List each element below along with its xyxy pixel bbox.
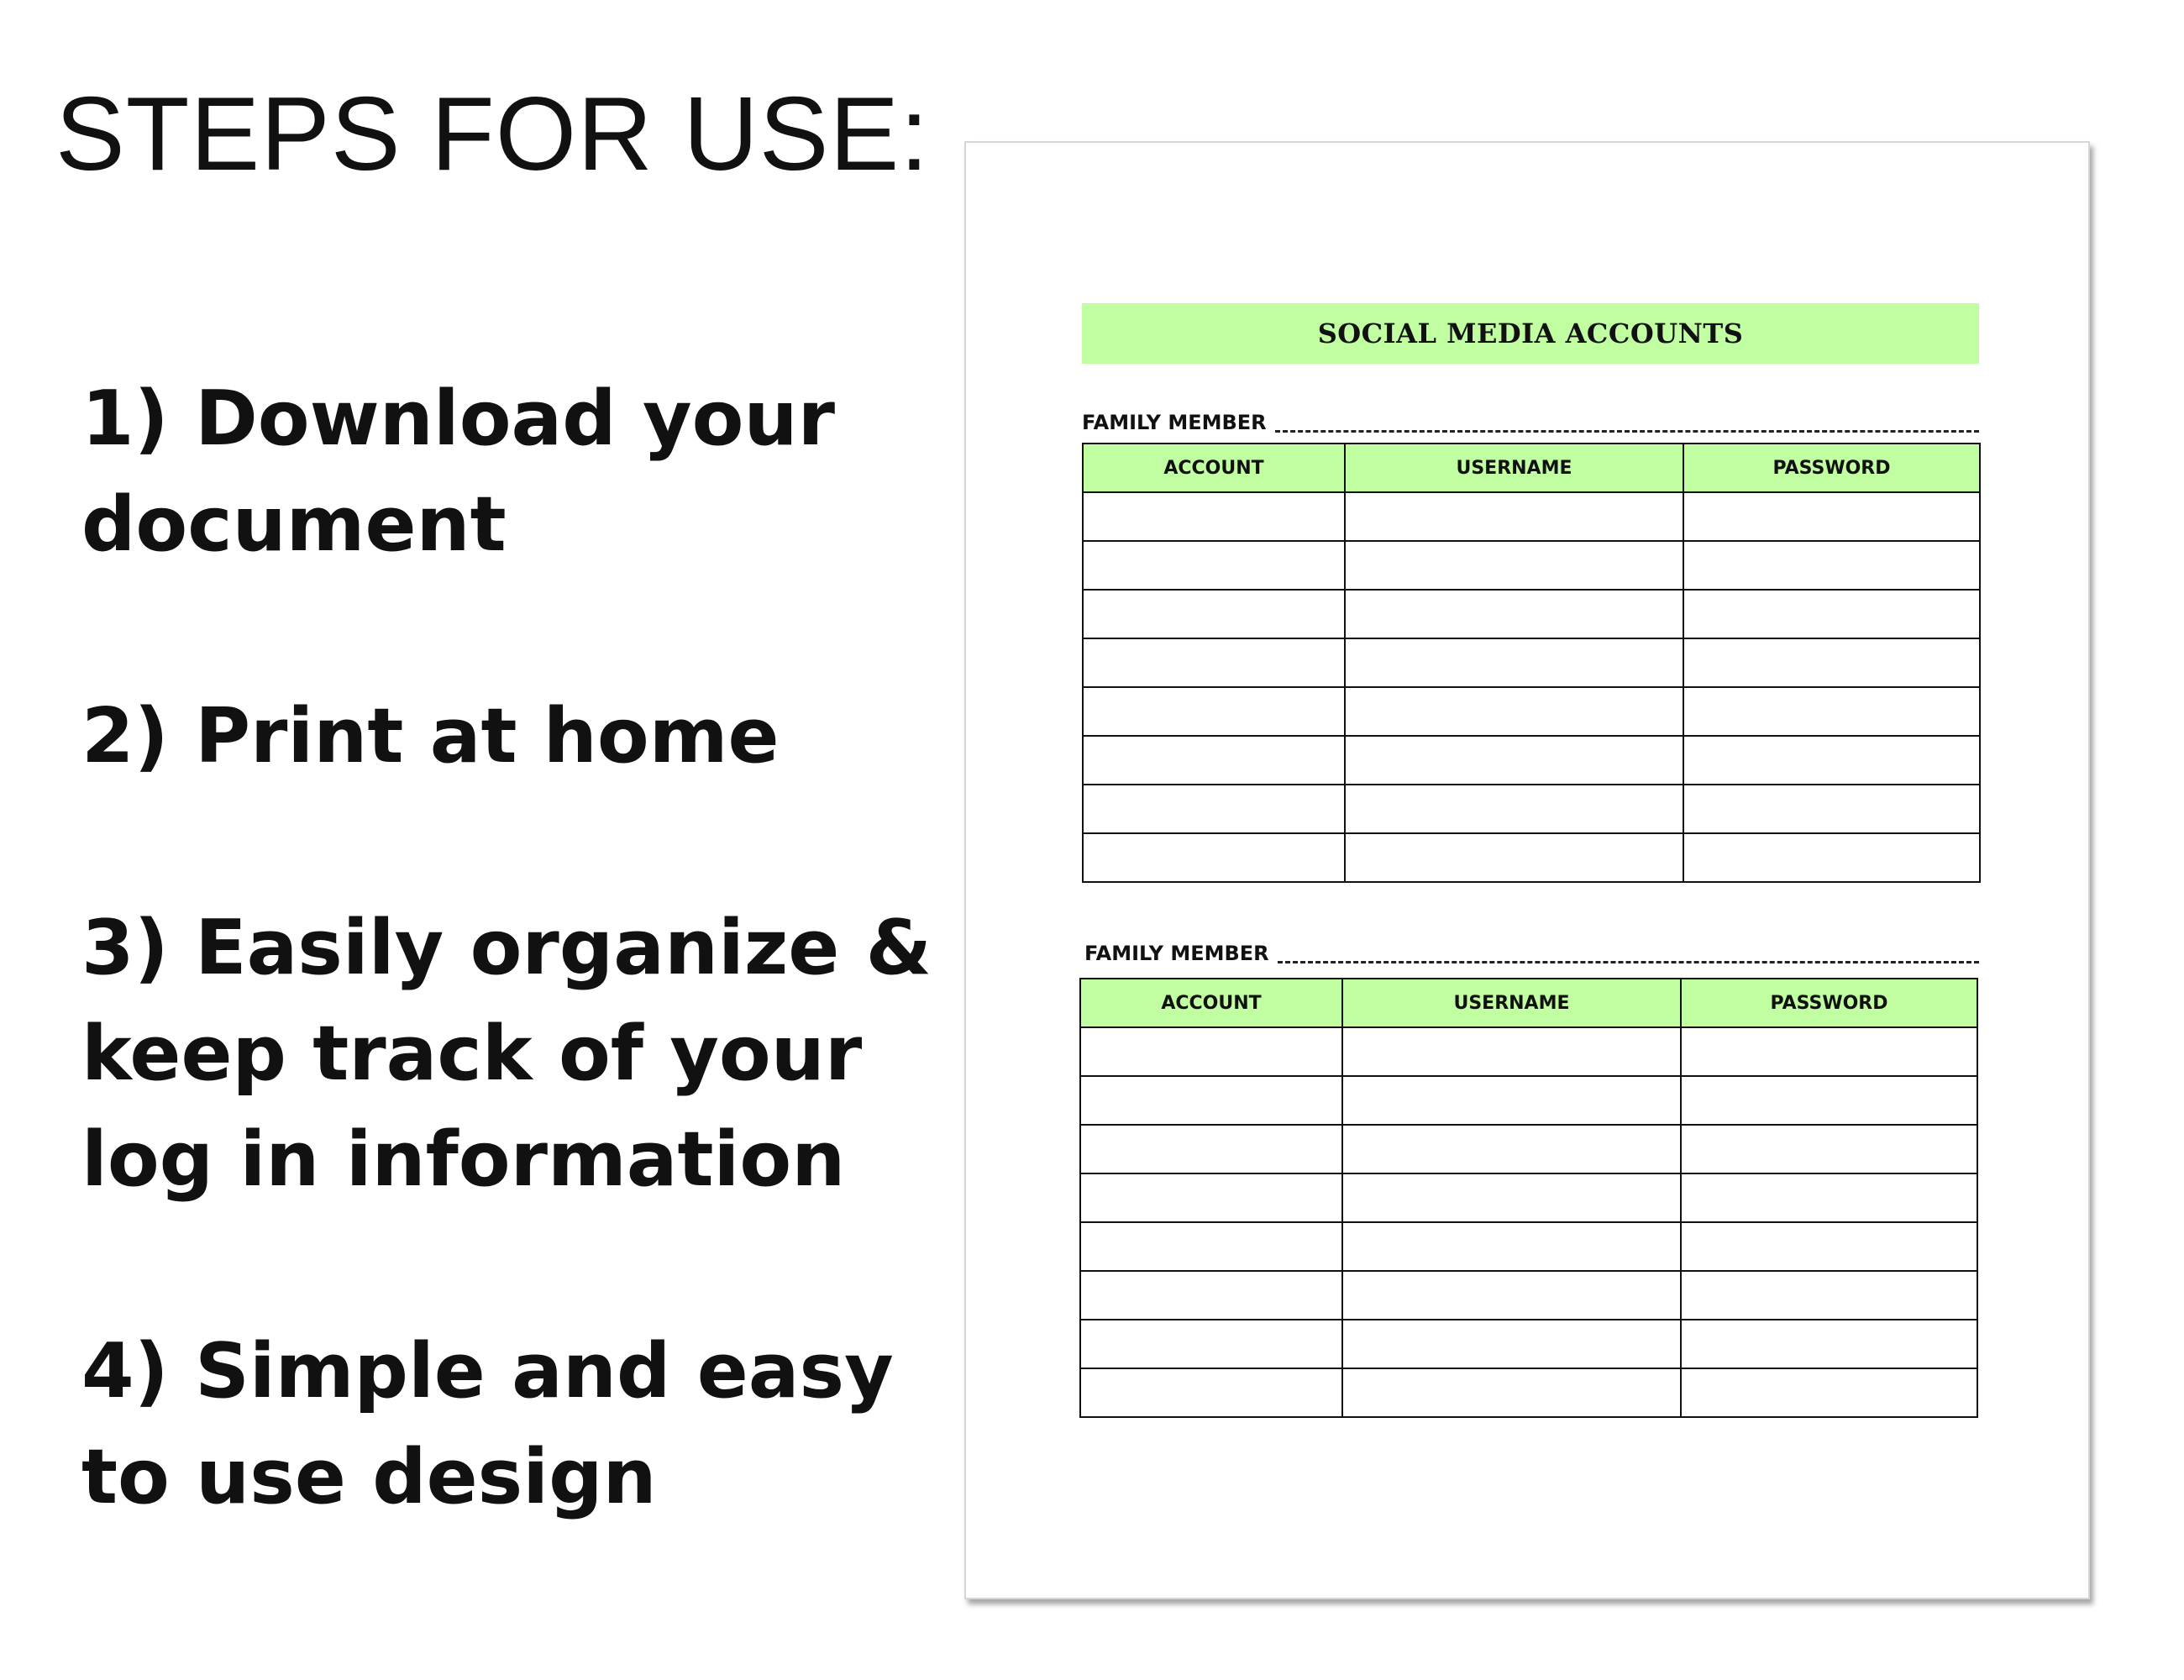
blank-cell-account [1083, 833, 1345, 882]
table-body [1080, 1027, 1977, 1417]
steps-list [81, 366, 932, 1530]
step-text-line: keep track of your [81, 1010, 863, 1098]
family-member-field [1082, 401, 1979, 434]
table-row [1083, 833, 1980, 882]
table-row [1080, 1320, 1977, 1368]
column-header-password: PASSWORD [1681, 979, 1977, 1027]
blank-cell-password [1683, 833, 1980, 882]
blank-cell-account [1083, 541, 1345, 590]
table-row [1083, 590, 1980, 638]
blank-cell-account [1080, 1368, 1342, 1417]
table-row [1083, 687, 1980, 736]
step-text-line: 3) Easily organize & [81, 904, 932, 992]
step-text-line: 2) Print at home [81, 692, 780, 780]
blank-cell-password [1681, 1271, 1977, 1320]
blank-cell-account [1083, 590, 1345, 638]
document-title-banner: SOCIAL MEDIA ACCOUNTS [1082, 303, 1979, 364]
printable-page-preview [964, 141, 2090, 1599]
login-table [1082, 443, 1981, 883]
family-member-write-line [1278, 961, 1979, 963]
blank-cell-account [1080, 1320, 1342, 1368]
family-member-label: FAMILY MEMBER [1084, 942, 1269, 965]
table-row [1080, 1076, 1977, 1125]
family-member-label: FAMILY MEMBER [1082, 411, 1267, 434]
page-heading: STEPS FOR USE: [55, 76, 930, 192]
step-item [81, 366, 921, 578]
blank-cell-account [1080, 1027, 1342, 1076]
blank-cell-username [1342, 1173, 1681, 1222]
blank-cell-username [1345, 638, 1683, 687]
login-table [1079, 978, 1978, 1418]
blank-cell-account [1080, 1173, 1342, 1222]
blank-cell-username [1345, 736, 1683, 785]
step-text-line: to use design [81, 1433, 657, 1521]
column-header-username: USERNAME [1345, 444, 1683, 492]
table-row [1080, 1368, 1977, 1417]
blank-cell-password [1681, 1173, 1977, 1222]
column-header-account: ACCOUNT [1080, 979, 1342, 1027]
column-header-account: ACCOUNT [1083, 444, 1345, 492]
blank-cell-password [1681, 1368, 1977, 1417]
table-row [1083, 638, 1980, 687]
blank-cell-password [1683, 687, 1980, 736]
blank-cell-username [1345, 833, 1683, 882]
step-item [81, 895, 932, 1213]
blank-cell-password [1683, 590, 1980, 638]
step-text-line: log in information [81, 1116, 846, 1204]
table-row [1080, 1173, 1977, 1222]
table-row [1080, 1125, 1977, 1173]
blank-cell-password [1683, 736, 1980, 785]
step-item [81, 1319, 921, 1530]
blank-cell-account [1083, 638, 1345, 687]
blank-cell-password [1681, 1320, 1977, 1368]
table-row [1080, 1027, 1977, 1076]
table-row [1083, 492, 1980, 541]
table-header-row [1083, 444, 1980, 492]
blank-cell-account [1083, 785, 1345, 833]
family-member-write-line [1275, 430, 1979, 433]
table-body [1083, 492, 1980, 882]
blank-cell-password [1683, 785, 1980, 833]
blank-cell-account [1083, 492, 1345, 541]
blank-cell-username [1345, 785, 1683, 833]
blank-cell-password [1681, 1125, 1977, 1173]
blank-cell-username [1342, 1368, 1681, 1417]
table-row [1083, 785, 1980, 833]
blank-cell-username [1345, 541, 1683, 590]
blank-cell-username [1345, 492, 1683, 541]
table-row [1080, 1222, 1977, 1271]
blank-cell-username [1345, 687, 1683, 736]
blank-cell-password [1683, 541, 1980, 590]
step-text-line: 1) Download your [81, 375, 835, 463]
column-header-username: USERNAME [1342, 979, 1681, 1027]
blank-cell-username [1342, 1320, 1681, 1368]
table-row [1083, 736, 1980, 785]
step-item [81, 684, 921, 790]
table-row [1083, 541, 1980, 590]
blank-cell-account [1083, 687, 1345, 736]
table-header-row [1080, 979, 1977, 1027]
blank-cell-username [1342, 1271, 1681, 1320]
blank-cell-account [1080, 1076, 1342, 1125]
blank-cell-password [1681, 1076, 1977, 1125]
blank-cell-account [1080, 1125, 1342, 1173]
blank-cell-password [1681, 1222, 1977, 1271]
family-member-field [1084, 932, 1979, 965]
column-header-password: PASSWORD [1683, 444, 1980, 492]
blank-cell-account [1080, 1222, 1342, 1271]
step-text-line: 4) Simple and easy [81, 1327, 894, 1415]
step-text-line: document [81, 480, 507, 569]
blank-cell-username [1345, 590, 1683, 638]
blank-cell-password [1683, 638, 1980, 687]
blank-cell-account [1080, 1271, 1342, 1320]
blank-cell-username [1342, 1027, 1681, 1076]
blank-cell-username [1342, 1076, 1681, 1125]
blank-cell-password [1683, 492, 1980, 541]
table-row [1080, 1271, 1977, 1320]
blank-cell-account [1083, 736, 1345, 785]
blank-cell-username [1342, 1222, 1681, 1271]
blank-cell-username [1342, 1125, 1681, 1173]
blank-cell-password [1681, 1027, 1977, 1076]
